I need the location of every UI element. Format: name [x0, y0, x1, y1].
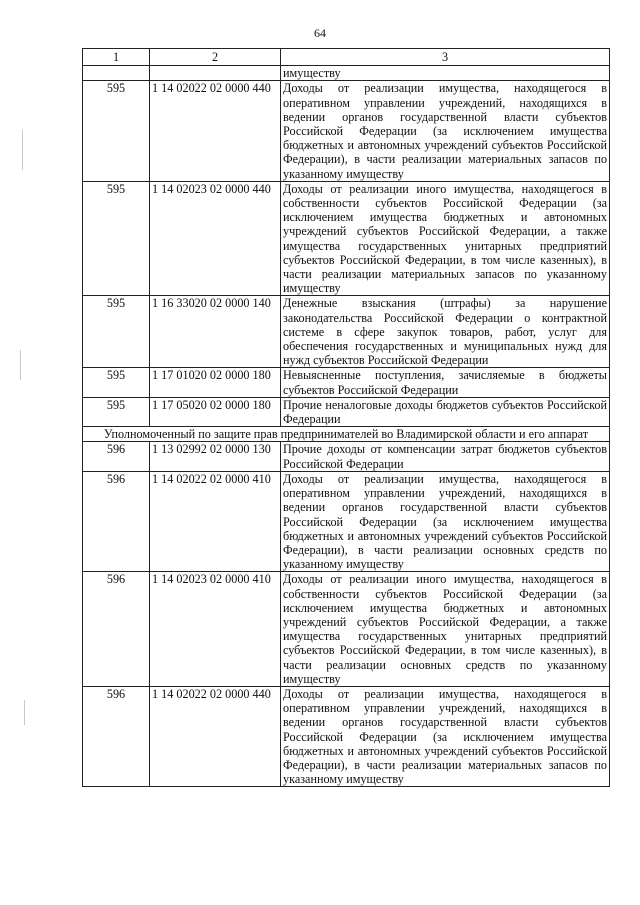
- continuation-text-cell: имуществу: [281, 66, 610, 81]
- revenue-code-cell: 1 13 02992 02 0000 130: [150, 442, 281, 471]
- revenue-code-cell: 1 14 02022 02 0000 410: [150, 471, 281, 571]
- table-row: [83, 686, 610, 786]
- table-row: [83, 442, 610, 471]
- table-row: [83, 471, 610, 571]
- column-header-1: 1: [83, 49, 150, 66]
- page-number: 64: [314, 26, 326, 40]
- admin-code-cell: 596: [83, 686, 150, 786]
- scan-mark: [22, 130, 23, 170]
- revenue-codes-table: [82, 48, 610, 787]
- admin-code-cell: 596: [83, 442, 150, 471]
- table-row: [83, 572, 610, 687]
- scan-mark: [24, 700, 25, 725]
- admin-code-cell: 595: [83, 368, 150, 397]
- admin-code-cell: 595: [83, 296, 150, 368]
- table-body: [83, 66, 610, 787]
- revenue-code-cell: 1 17 05020 02 0000 180: [150, 397, 281, 426]
- admin-code-cell: 595: [83, 81, 150, 181]
- revenue-description-cell: Прочие доходы от компенсации затрат бюджетов субъектов Российской Федерации: [281, 442, 610, 471]
- continuation-kbk-cell: [150, 66, 281, 81]
- revenue-code-cell: 1 16 33020 02 0000 140: [150, 296, 281, 368]
- admin-code-cell: 595: [83, 181, 150, 296]
- revenue-code-cell: 1 17 01020 02 0000 180: [150, 368, 281, 397]
- revenue-description-cell: Доходы от реализации иного имущества, находящегося в собственности субъектов Российской Федерации (за исключением имущества бюджетных и автономных учреждений субъектов Российской Федерации, а также имущества государственных унитарных предприятий субъектов Российской Федерации, в том числе казенных), в части реализации основных средств по указанному имуществу: [281, 572, 610, 687]
- table-row: [83, 368, 610, 397]
- admin-code-cell: 595: [83, 397, 150, 426]
- table-header-row: [83, 49, 610, 66]
- table-row: [83, 397, 610, 426]
- continuation-code-cell: [83, 66, 150, 81]
- table-row: [83, 81, 610, 181]
- column-header-2: 2: [150, 49, 281, 66]
- revenue-description-cell: Доходы от реализации иного имущества, находящегося в собственности субъектов Российской Федерации (за исключением имущества бюджетных и автономных учреждений субъектов Российской Федерации, а также имущества государственных унитарных предприятий субъектов Российской Федерации, в том числе казенных), в части реализации материальных запасов по указанному имуществу: [281, 181, 610, 296]
- table-row: [83, 181, 610, 296]
- revenue-description-cell: Невыясненные поступления, зачисляемые в бюджеты субъектов Российской Федерации: [281, 368, 610, 397]
- revenue-description-cell: Доходы от реализации имущества, находящегося в оперативном управлении учреждений, находящихся в ведении органов государственной власти субъектов Российской Федерации (за исключением имущества бюджетных и автономных учреждений субъектов Российской Федерации), в части реализации материальных запасов по указанному имуществу: [281, 686, 610, 786]
- revenue-description-cell: Доходы от реализации имущества, находящегося в оперативном управлении учреждений, находящихся в ведении органов государственной власти субъектов Российской Федерации (за исключением имущества бюджетных и автономных учреждений субъектов Российской Федерации), в части реализации материальных запасов по указанному имуществу: [281, 81, 610, 181]
- revenue-code-cell: 1 14 02022 02 0000 440: [150, 81, 281, 181]
- admin-code-cell: 596: [83, 471, 150, 571]
- revenue-description-cell: Прочие неналоговые доходы бюджетов субъектов Российской Федерации: [281, 397, 610, 426]
- revenue-code-cell: 1 14 02023 02 0000 410: [150, 572, 281, 687]
- revenue-code-cell: 1 14 02023 02 0000 440: [150, 181, 281, 296]
- section-heading: Уполномоченный по защите прав предпринимателей во Владимирской области и его аппарат: [83, 427, 610, 442]
- section-heading-row: [83, 427, 610, 442]
- revenue-code-cell: 1 14 02022 02 0000 440: [150, 686, 281, 786]
- revenue-description-cell: Доходы от реализации имущества, находящегося в оперативном управлении учреждений, находящихся в ведении органов государственной власти субъектов Российской Федерации (за исключением имущества бюджетных и автономных учреждений субъектов Российской Федерации), в части реализации основных средств по указанному имуществу: [281, 471, 610, 571]
- table-row: [83, 296, 610, 368]
- admin-code-cell: 596: [83, 572, 150, 687]
- scan-mark: [20, 350, 21, 380]
- revenue-description-cell: Денежные взыскания (штрафы) за нарушение законодательства Российской Федерации о контрактной системе в сфере закупок товаров, работ, услуг для обеспечения государственных и муниципальных нужд для нужд субъектов Российской Федерации: [281, 296, 610, 368]
- column-header-3: 3: [281, 49, 610, 66]
- continuation-row: [83, 66, 610, 81]
